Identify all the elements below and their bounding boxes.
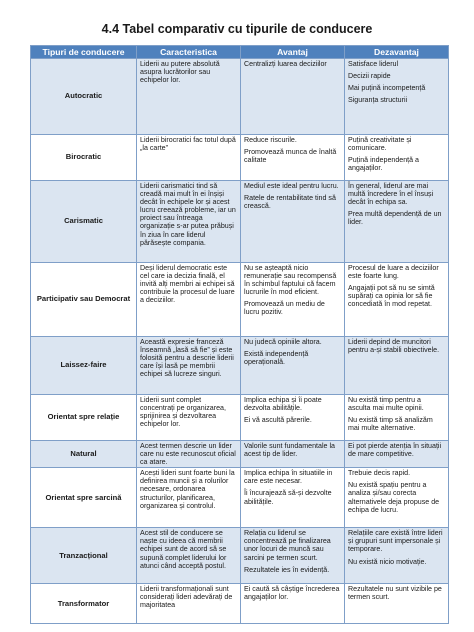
disadvantage-text: Relațiile care există între lideri și grupuri sunt impersonale și temporare. [348, 529, 443, 554]
table-row [31, 337, 449, 395]
leadership-type-cell: Tranzacțional [31, 528, 137, 584]
advantage-text: Rezultatele ies în evidență. [244, 565, 330, 574]
table-row [31, 584, 449, 624]
advantage-text: Îi încurajează să-și dezvolte abilitățile. [244, 489, 332, 506]
characteristic-cell [137, 584, 241, 624]
disadvantage-text: Prea multă dependență de un lider. [348, 210, 442, 227]
comparison-table [30, 45, 449, 624]
advantage-text: Implica echipa și îi poate dezvolta abilitățile. [244, 396, 322, 413]
leadership-type-cell: Participativ sau Democrat [31, 263, 137, 337]
table-body [31, 59, 449, 624]
characteristic-text: Această expresie franceză înseamnă „lasă să fie” și este folosită pentru a descrie liderii care își lasă pe membrii echipei să lucreze singuri. [140, 338, 234, 379]
disadvantage-cell [345, 528, 449, 584]
advantage-cell [241, 441, 345, 468]
advantage-cell [241, 263, 345, 337]
advantage-cell [241, 59, 345, 135]
leadership-type-cell: Orientat spre relație [31, 395, 137, 441]
characteristic-text: Acest termen descrie un lider care nu este recunoscut oficial ca atare. [140, 442, 236, 467]
characteristic-cell [137, 59, 241, 135]
characteristic-text: Liderii birocratici fac totul după „la carte” [140, 136, 236, 153]
disadvantage-text: Angajații pot să nu se simtă supărați ca opinia lor să fie concediată în mod repetat. [348, 284, 435, 309]
advantage-cell [241, 584, 345, 624]
disadvantage-cell [345, 181, 449, 263]
header-advantage: Avantaj [241, 46, 345, 59]
advantage-cell [241, 135, 345, 181]
table-row [31, 441, 449, 468]
disadvantage-text: În general, liderul are mai multă încredere în el însuși decât în echipa sa. [348, 182, 434, 207]
disadvantage-text: Mai puțină incompetență [348, 84, 426, 93]
disadvantage-text: Puțină independență a angajaților. [348, 156, 419, 173]
page-title: 4.4 Tabel comparativ cu tipurile de conducere [101, 22, 373, 36]
disadvantage-text: Nu există timp să analizăm mai multe alternative. [348, 416, 433, 433]
advantage-text: Există independență operațională. [244, 350, 309, 367]
characteristic-cell [137, 263, 241, 337]
leadership-type-cell: Natural [31, 441, 137, 468]
table-row [31, 263, 449, 337]
disadvantage-text: Procesul de luare a deciziilor este foarte lung. [348, 264, 439, 281]
characteristic-cell [137, 441, 241, 468]
table-row [31, 395, 449, 441]
table-row [31, 135, 449, 181]
table-row [31, 468, 449, 528]
characteristic-text: Liderii transformaționali sunt considerați lideri adevărați de majoritatea [140, 585, 233, 610]
characteristic-text: Acest stil de conducere se naște cu ideea că membrii echipei sunt de acord să se supună complet liderului lor atunci când acceptă postul. [140, 529, 227, 570]
disadvantage-cell [345, 395, 449, 441]
advantage-cell [241, 337, 345, 395]
advantage-cell [241, 528, 345, 584]
characteristic-text: Deși liderul democratic este cel care ia decizia finală, el invită alți membri ai echipei să contribuie la procesul de luare a deciziilor. [140, 264, 235, 305]
advantage-text: Nu judecă opiniile altora. [244, 338, 322, 346]
disadvantage-cell [345, 135, 449, 181]
characteristic-text: Liderii au putere absolută asupra lucrătorilor sau echipelor lor. [140, 60, 220, 85]
characteristic-cell [137, 528, 241, 584]
advantage-text: Promovează un mediu de lucru pozitiv. [244, 300, 325, 317]
disadvantage-text: Nu există spațiu pentru a analiza și/sau corecta alternativele deja propuse de echipa de lucru. [348, 481, 440, 514]
leadership-type-cell: Transformator [31, 584, 137, 624]
disadvantage-text: Puțină creativitate și comunicare. [348, 136, 412, 153]
advantage-text: Reduce riscurile. [244, 136, 297, 144]
table-row [31, 528, 449, 584]
leadership-type-cell: Birocratic [31, 135, 137, 181]
characteristic-cell [137, 395, 241, 441]
leadership-type-cell: Autocratic [31, 59, 137, 135]
table-header [31, 46, 449, 59]
disadvantage-text: Nu există timp pentru a asculta mai multe opinii. [348, 396, 424, 413]
leadership-type-cell: Laissez-faire [31, 337, 137, 395]
characteristic-text: Liderii carismatici tind să creadă mai mult în ei înșiși decât în echipele lor și acest lucru creează probleme, iar un proiect sau întreaga organizație s-ar putea prăbuși în ziua în care liderul părăsește compania. [140, 182, 236, 247]
characteristic-cell [137, 181, 241, 263]
disadvantage-text: Nu există nicio motivație. [348, 557, 427, 566]
disadvantage-text: Satisface liderul [348, 60, 399, 68]
disadvantage-text: Decizii rapide [348, 72, 391, 81]
advantage-text: Valorile sunt fundamentale la acest tip de lider. [244, 442, 335, 459]
header-characteristic: Caracteristica [137, 46, 241, 59]
header-leadership-types: Tipuri de conducere [31, 46, 137, 59]
characteristic-cell [137, 337, 241, 395]
advantage-text: Ei caută să câștige încrederea angajaților lor. [244, 585, 340, 602]
advantage-cell [241, 395, 345, 441]
disadvantage-text: Liderii depind de muncitori pentru a-și stabili obiectivele. [348, 338, 440, 355]
advantage-text: Ei vă ascultă părerile. [244, 416, 312, 425]
disadvantage-cell [345, 59, 449, 135]
disadvantage-text: Siguranța structurii [348, 96, 408, 105]
table-row [31, 59, 449, 135]
disadvantage-cell [345, 337, 449, 395]
table-row [31, 181, 449, 263]
characteristic-text: Acești lideri sunt foarte buni la definirea muncii și a rolurilor necesare, ordonarea structurilor, planificarea, organizarea și controlul. [140, 469, 235, 510]
characteristic-cell [137, 135, 241, 181]
leadership-type-cell: Carismatic [31, 181, 137, 263]
advantage-cell [241, 468, 345, 528]
advantage-text: Ratele de rentabilitate tind să crească. [244, 194, 336, 211]
leadership-type-cell: Orientat spre sarcină [31, 468, 137, 528]
disadvantage-text: Rezultatele nu sunt vizibile pe termen scurt. [348, 585, 442, 602]
disadvantage-cell [345, 468, 449, 528]
disadvantage-cell [345, 584, 449, 624]
advantage-text: Implica echipa în situatiile in care este necesar. [244, 469, 333, 486]
characteristic-cell [137, 468, 241, 528]
disadvantage-text: Ei pot pierde atenția în situații de mare competitive. [348, 442, 442, 459]
characteristic-text: Liderii sunt complet concentrați pe organizarea, sprijinirea și dezvoltarea echipelor lor. [140, 396, 226, 429]
advantage-text: Promovează munca de înaltă calitate [244, 148, 337, 165]
header-disadvantage: Dezavantaj [345, 46, 449, 59]
disadvantage-cell [345, 441, 449, 468]
disadvantage-cell [345, 263, 449, 337]
advantage-text: Nu se așteaptă nicio remunerație sau recompensă în schimbul faptului că facem lucrurile în mod eficient. [244, 264, 337, 297]
disadvantage-text: Trebuie decis rapid. [348, 469, 411, 478]
advantage-text: Relația cu liderul se concentrează pe finalizarea unor locuri de muncă sau sarcini pe termen scurt. [244, 529, 331, 562]
advantage-text: Mediul este ideal pentru lucru. [244, 182, 339, 190]
advantage-cell [241, 181, 345, 263]
advantage-text: Centralizți luarea deciziilor [244, 60, 327, 68]
